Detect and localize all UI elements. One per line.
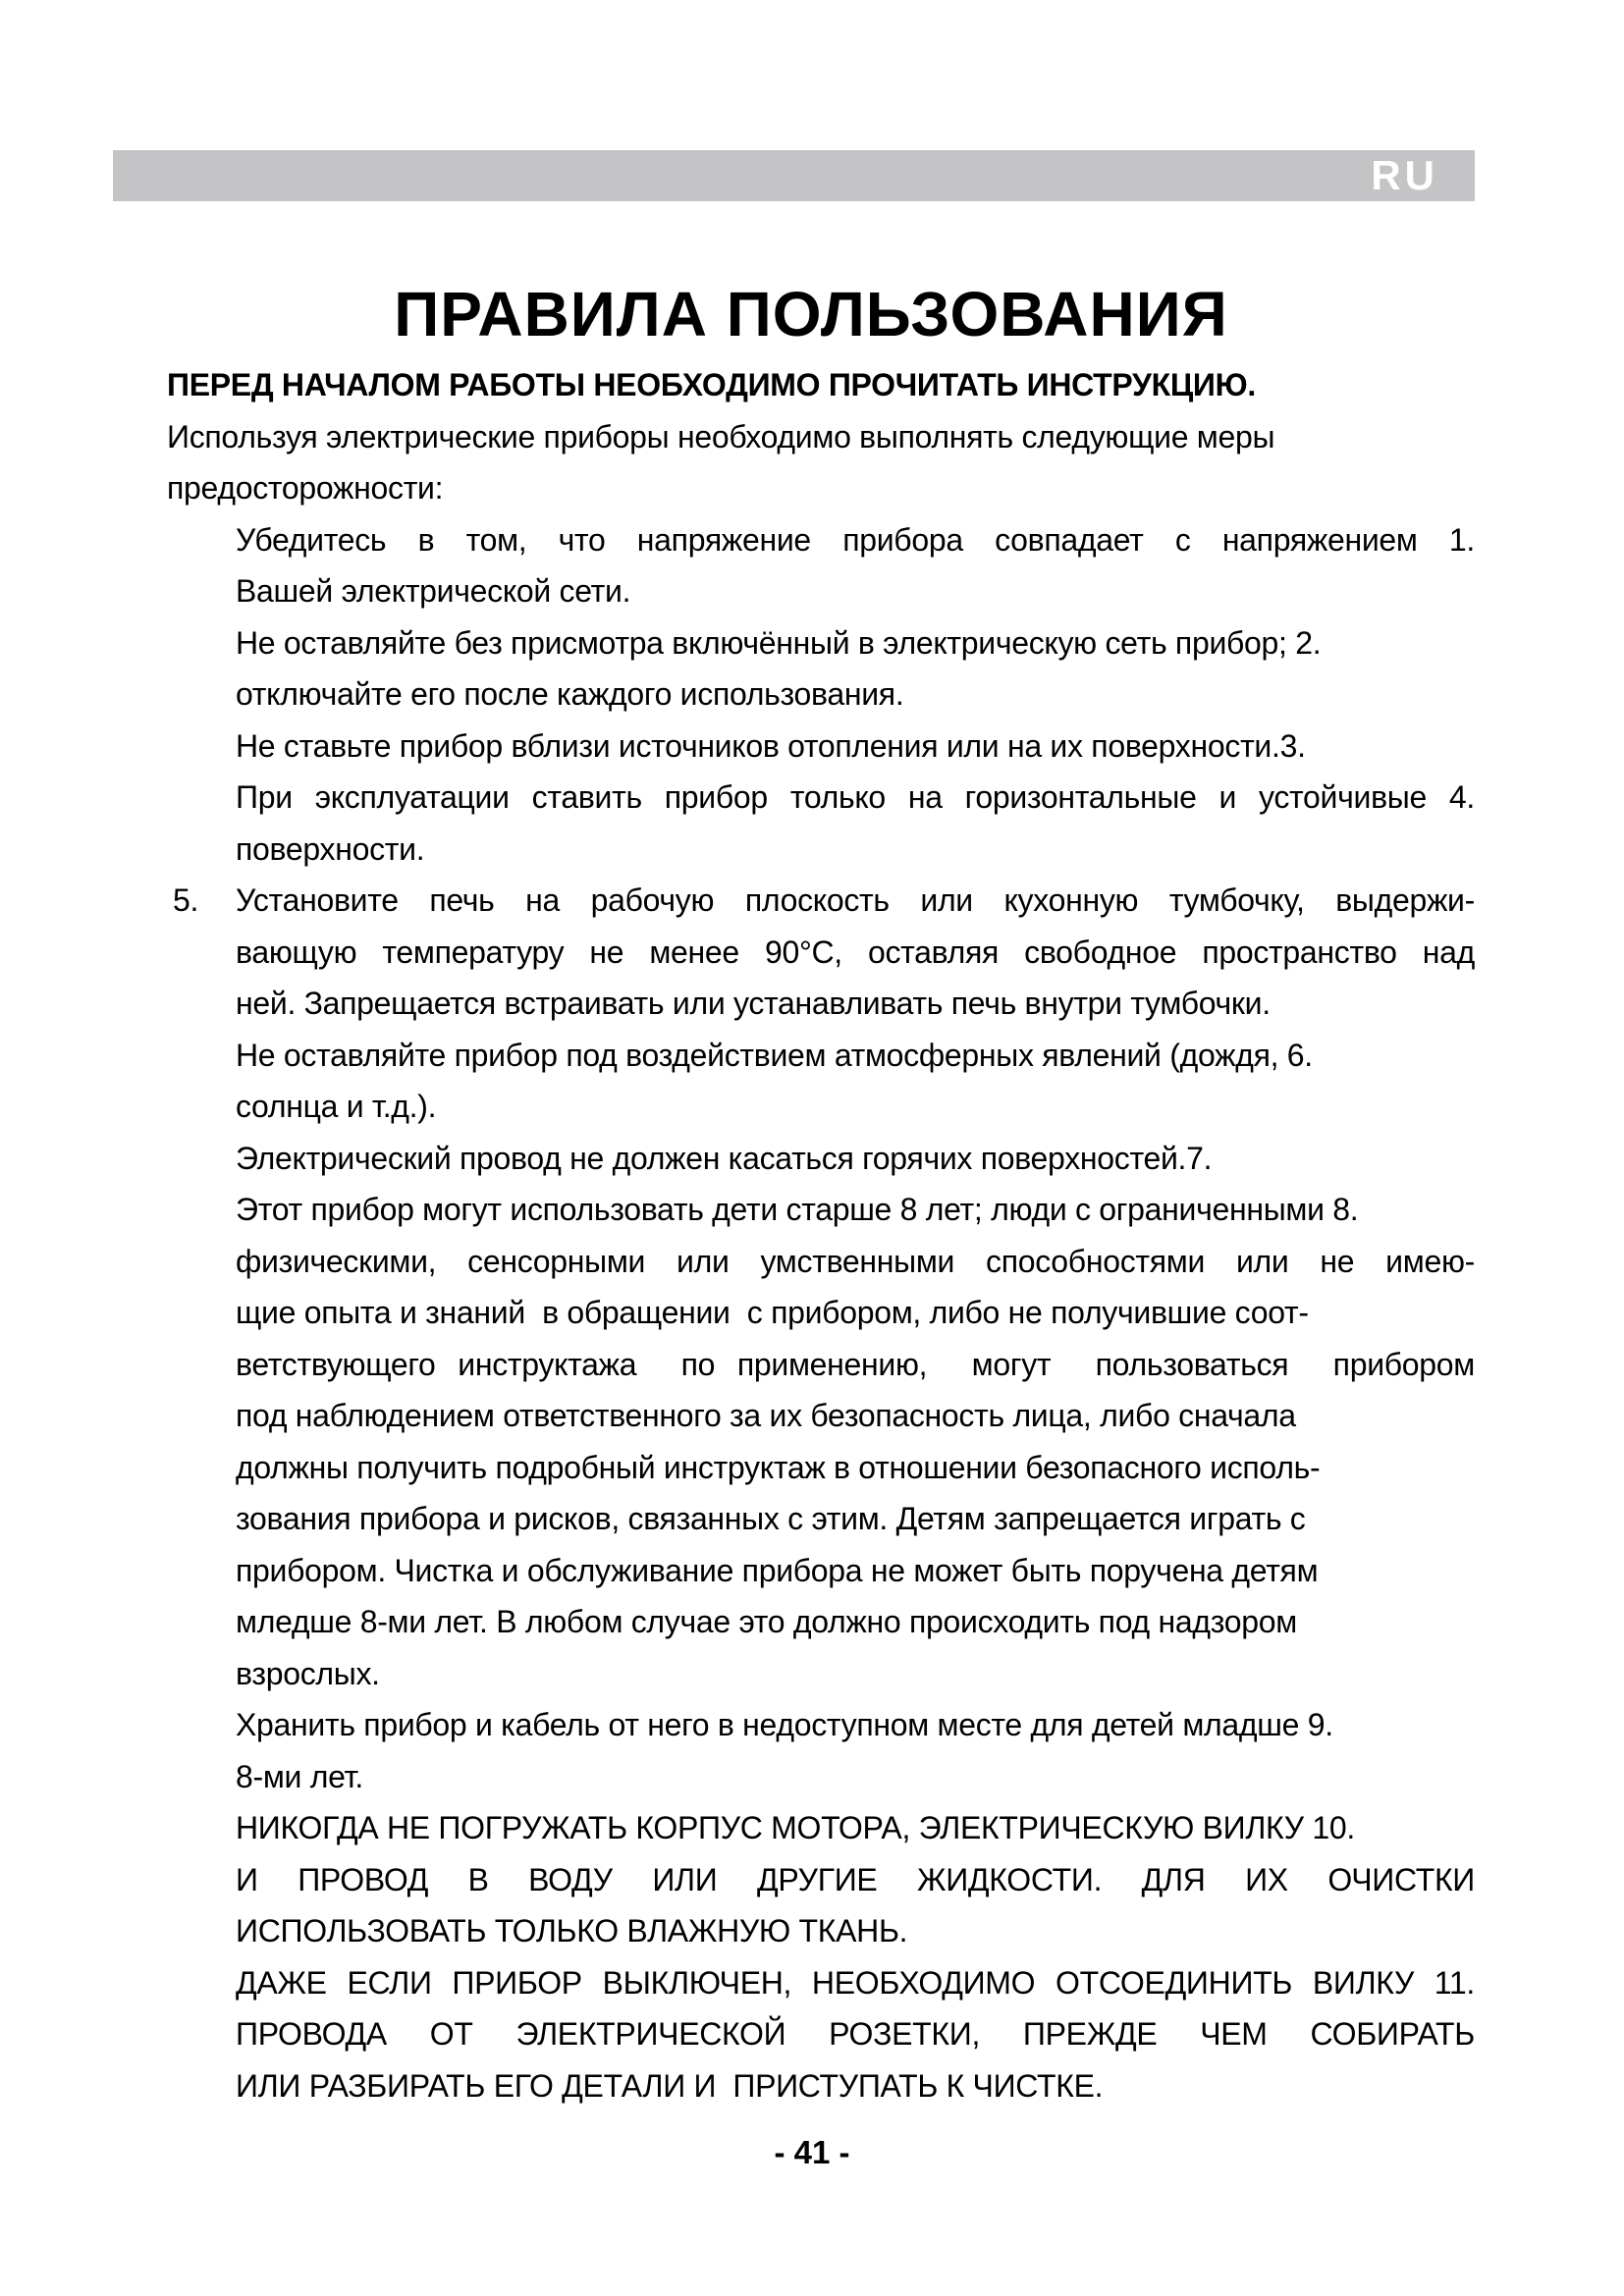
instruction-line: Вашей электрической сети. [236, 573, 631, 609]
instruction-line: должны получить подробный инструктаж в отношении безопасного исполь- [236, 1449, 1321, 1485]
instruction-line: ИЛИ РАЗБИРАТЬ ЕГО ДЕТАЛИ И ПРИСТУПАТЬ К ЧИСТКЕ. [236, 2067, 1104, 2104]
instruction-line: предосторожности: [167, 470, 444, 506]
language-header-bar [113, 150, 1475, 201]
instruction-line: поверхности. [236, 830, 425, 867]
instruction-line: ней. Запрещается встраивать или устанавливать печь внутри тумбочки. [236, 986, 1271, 1021]
list-item-number: 5. [173, 882, 199, 918]
instruction-line: ветствующего инструктажа по применению, могут пользоваться прибором [236, 1346, 1475, 1382]
instruction-line: физическими, сенсорными или умственными способностями или не имею- [236, 1243, 1475, 1279]
instruction-line: Не оставляйте прибор под воздействием атмосферных явлений (дождя, 6. [236, 1037, 1313, 1073]
instruction-line: 5. Установите печь на рабочую плоскость или кухонную тумбочку, выдержи- [167, 875, 1475, 927]
instruction-line: прибором. Чистка и обслуживание прибора не может быть поручена детям [236, 1552, 1319, 1588]
instruction-line: щие опыта и знаний в обращении с прибором, либо не получившие соот- [236, 1295, 1309, 1330]
page-number: - 41 - [774, 2134, 850, 2170]
instruction-line: ИСПОЛЬЗОВАТЬ ТОЛЬКО ВЛАЖНУЮ ТКАНЬ. [236, 1913, 908, 1949]
instruction-line: Используя электрические приборы необходимо выполнять следующие меры [167, 418, 1275, 454]
instruction-line: мледше 8-ми лет. В любом случае это должно происходить под надзором [236, 1604, 1297, 1639]
instructions-section [167, 359, 1475, 2111]
instruction-line: зования прибора и рисков, связанных с этим. Детям запрещается играть с [236, 1501, 1306, 1536]
instruction-line: При эксплуатации ставить прибор только на горизонтальные и устойчивые 4. [236, 779, 1475, 815]
instruction-line: отключайте его после каждого использования. [236, 676, 904, 712]
instruction-line: под наблюдением ответственного за их безопасность лица, либо сначала [236, 1398, 1296, 1433]
instruction-lines [167, 411, 1475, 2112]
instruction-line: Этот прибор могут использовать дети старше 8 лет; люди с ограниченными 8. [236, 1192, 1359, 1227]
instruction-line: И ПРОВОД В ВОДУ ИЛИ ДРУГИЕ ЖИДКОСТИ. ДЛЯ ИХ ОЧИСТКИ [236, 1861, 1475, 1897]
instruction-line: Не ставьте прибор вблизи источников отопления или на их поверхности.3. [236, 727, 1306, 764]
instruction-line: Хранить прибор и кабель от него в недоступном месте для детей младше 9. [236, 1707, 1333, 1742]
instruction-line: Не оставляйте без присмотра включённый в электрическую сеть прибор; 2. [236, 624, 1322, 661]
page-title: ПРАВИЛА ПОЛЬЗОВАНИЯ [394, 278, 1228, 349]
instruction-line: НИКОГДА НЕ ПОГРУЖАТЬ КОРПУС МОТОРА, ЭЛЕКТРИЧЕСКУЮ ВИЛКУ 10. [236, 1810, 1355, 1845]
instruction-line: 8-ми лет. [236, 1758, 363, 1794]
instruction-line: взрослых. [236, 1655, 380, 1691]
instruction-line: ПРОВОДА ОТ ЭЛЕКТРИЧЕСКОЙ РОЗЕТКИ, ПРЕЖДЕ ЧЕМ СОБИРАТЬ [236, 2016, 1475, 2052]
instruction-line: вающую температуру не менее 90°С, оставляя свободное пространство над [236, 934, 1475, 970]
instruction-line: солнца и т.д.). [236, 1089, 437, 1124]
instruction-line: Электрический провод не должен касаться горячих поверхностей.7. [236, 1140, 1213, 1176]
language-label: RU [1371, 152, 1438, 198]
section-heading: ПЕРЕД НАЧАЛОМ РАБОТЫ НЕОБХОДИМО ПРОЧИТАТЬ ИНСТРУКЦИЮ. [167, 367, 1256, 402]
instruction-line: Убедитесь в том, что напряжение прибора совпадает с напряжением 1. [236, 521, 1475, 558]
instruction-line: ДАЖЕ ЕСЛИ ПРИБОР ВЫКЛЮЧЕН, НЕОБХОДИМО ОТСОЕДИНИТЬ ВИЛКУ 11. [236, 1964, 1475, 2001]
